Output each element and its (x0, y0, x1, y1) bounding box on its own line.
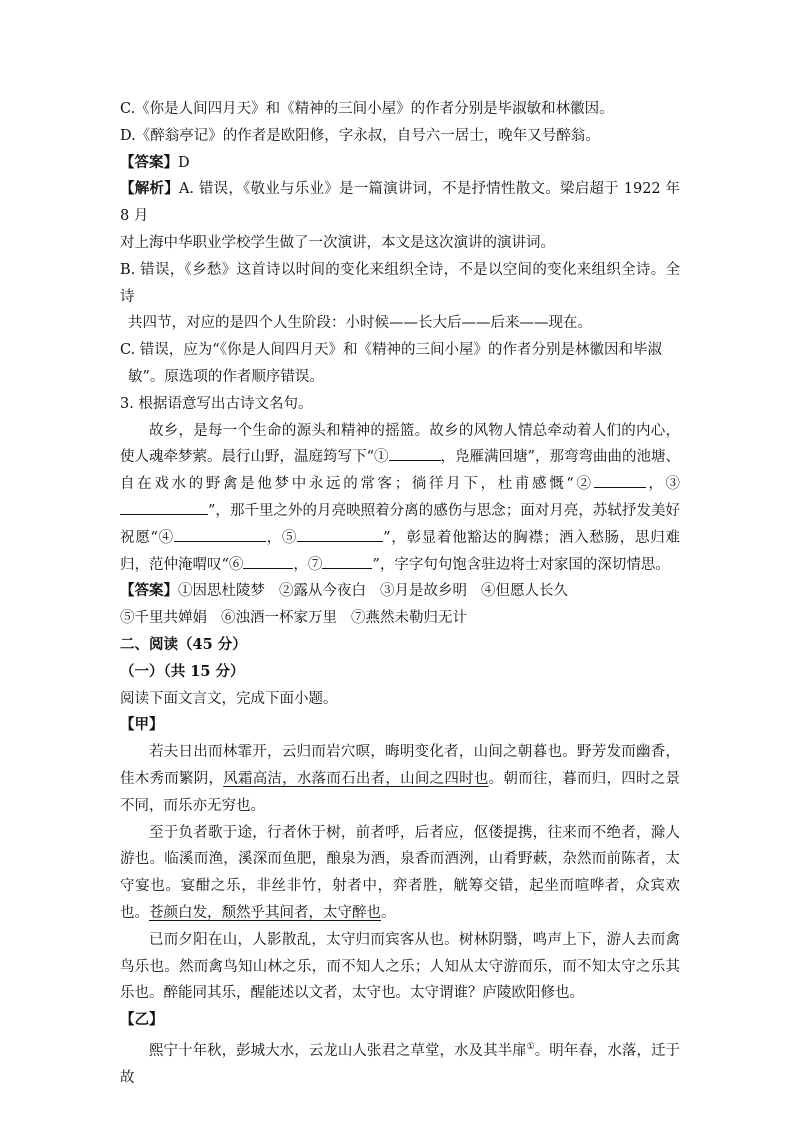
blank-3[interactable] (120, 499, 208, 515)
jia-underlined-sentence: 风霜高洁，水落而石出者，山间之四时也 (223, 770, 489, 787)
answer-3 (120, 578, 680, 632)
analysis-line-5: C. 错误，应为“《你是人间四月天》和《精神的三间小屋》的作者分别是林徽因和毕淑 (120, 342, 662, 359)
question-3: 3. 根据语意写出古诗文名句。 (120, 395, 313, 412)
yi-text: 。明年春，水落，迁于故 (120, 1042, 681, 1086)
footnote-marker: ① (526, 1041, 535, 1052)
analysis-line-2: 对上海中华职业学校学生做了一次演讲，本文是这次演讲的演讲词。 (120, 234, 555, 251)
analysis-line-6: 敏”。原选项的作者顺序错误。 (128, 368, 324, 385)
answer-2 (120, 150, 680, 177)
analysis-line-3: B. 错误，《乡愁》这首诗以时间的变化来组织全诗，不是以空间的变化来组织全诗。全诗 (120, 261, 680, 305)
poem-text: ，⑤ (265, 529, 298, 546)
yi-paragraph-1 (120, 1034, 680, 1091)
poem-text: 故乡，是每一个生命的源头和精神的摇篮。故乡的风物人情总牵动着人们的内心，使人魂牵梦萦。晨行山野，温庭筠写下“① (120, 422, 680, 466)
answer-label: 【答案】 (120, 582, 178, 600)
answer-item-2: ②露从今夜白 (279, 583, 366, 600)
section-sub: （一）（共 15 分） (120, 662, 245, 680)
answer-item-4: ④但愿人长久 (481, 583, 568, 600)
answer-item-5: ⑤千里共婵娟 (120, 610, 207, 627)
blank-5[interactable] (297, 526, 383, 542)
poem-text: ，③ (645, 476, 680, 493)
label-yi: 【乙】 (120, 1011, 164, 1029)
blank-6[interactable] (243, 553, 293, 569)
document-page (120, 96, 680, 1091)
jia-paragraph-2 (120, 820, 680, 927)
answer-value: D (178, 154, 190, 171)
section-instruction: 阅读下面文言文，完成下面小题。 (120, 690, 338, 707)
answer-label: 【答案】 (120, 153, 178, 171)
poem-text: ”，那千里之外的月亮映照着分离的感伤与思念；面对月亮，苏轼抒发美好祝愿“④ (120, 502, 680, 546)
answer-item-7: ⑦燕然未勒归无计 (351, 610, 467, 627)
poem-text: ”，字字句句饱含驻边将士对家国的深切情思。 (372, 556, 670, 573)
option-c: C.《你是人间四月天》和《精神的三间小屋》的作者分别是毕淑敏和林徽因。 (120, 101, 614, 117)
answer-item-1: ①因思杜陵梦 (178, 583, 265, 600)
analysis-label: 【解析】 (120, 180, 179, 198)
label-jia: 【甲】 (120, 716, 164, 734)
blank-2[interactable] (594, 472, 646, 488)
analysis-text-a: A. 错误，《敬业与乐业》是一篇演讲词，不是抒情性散文。梁启超于 1922 年 8 月 (120, 181, 680, 225)
option-d: D.《醉翁亭记》的作者是欧阳修，字永叔，自号六一居士，晚年又号醉翁。 (120, 127, 600, 144)
jia-text: 至于负者歌于途，行者休于树，前者呼，后者应，伛偻提携，往来而不绝者，滁人游也。临溪而渔，溪深而鱼肥，酿泉为酒，泉香而酒洌，山肴野蔌，杂然而前陈者，太守宴也。宴酣之乐，非丝非竹，射者中，弈者胜，觥筹交错，起坐而喧哗者，众宾欢也。 (120, 824, 680, 921)
section-title: 二、阅读（45 分） (120, 635, 247, 653)
blank-1[interactable] (389, 445, 441, 461)
jia-text: 若夫日出而林霏开，云归而岩穴暝，晦明变化者，山间之朝暮也。野芳发而幽香，佳木秀而繁阴， (120, 744, 680, 787)
jia-text: 。 (381, 904, 396, 921)
answer-item-3: ③月是故乡明 (380, 583, 467, 600)
blank-4[interactable] (174, 526, 266, 542)
answer-item-6: ⑥浊酒一杯家万里 (221, 610, 337, 627)
jia-paragraph-1 (120, 739, 680, 819)
poem-text: ”，彰显着他豁达的胸襟；酒入愁肠，思归难归，范仲淹喟叹“⑥ (120, 529, 681, 573)
yi-text: 熙宁十年秋，彭城大水，云龙山人张君之草堂，水及其半扉 (149, 1042, 527, 1059)
poem-text: ，⑦ (293, 556, 323, 573)
jia-paragraph-3: 已而夕阳在山，人影散乱，太守归而宾客从也。树林阴翳，鸣声上下，游人去而禽鸟乐也。然而禽鸟知山林之乐，而不知人之乐；人知从太守游而乐，而不知太守之乐其乐也。醉能同其乐，醒能述以文者，太守也。太守谓谁？庐陵欧阳修也。 (120, 931, 680, 1002)
jia-underlined-sentence: 苍颜白发，颓然乎其间者，太守醉也 (149, 904, 381, 921)
poem-passage (120, 418, 680, 579)
poem-text: ，凫雁满回塘”，那弯弯曲曲的池塘、自在戏水的野禽是他梦中永远的常客；徜徉月下，杜甫感慨“② (120, 449, 680, 493)
analysis-line-1 (120, 176, 680, 230)
analysis-line-4: 共四节，对应的是四个人生阶段：小时候——长大后——后来——现在。 (128, 315, 592, 332)
blank-7[interactable] (322, 553, 372, 569)
jia-text: 。朝而往，暮而归，四时之景不同，而乐亦无穷也。 (120, 770, 681, 814)
